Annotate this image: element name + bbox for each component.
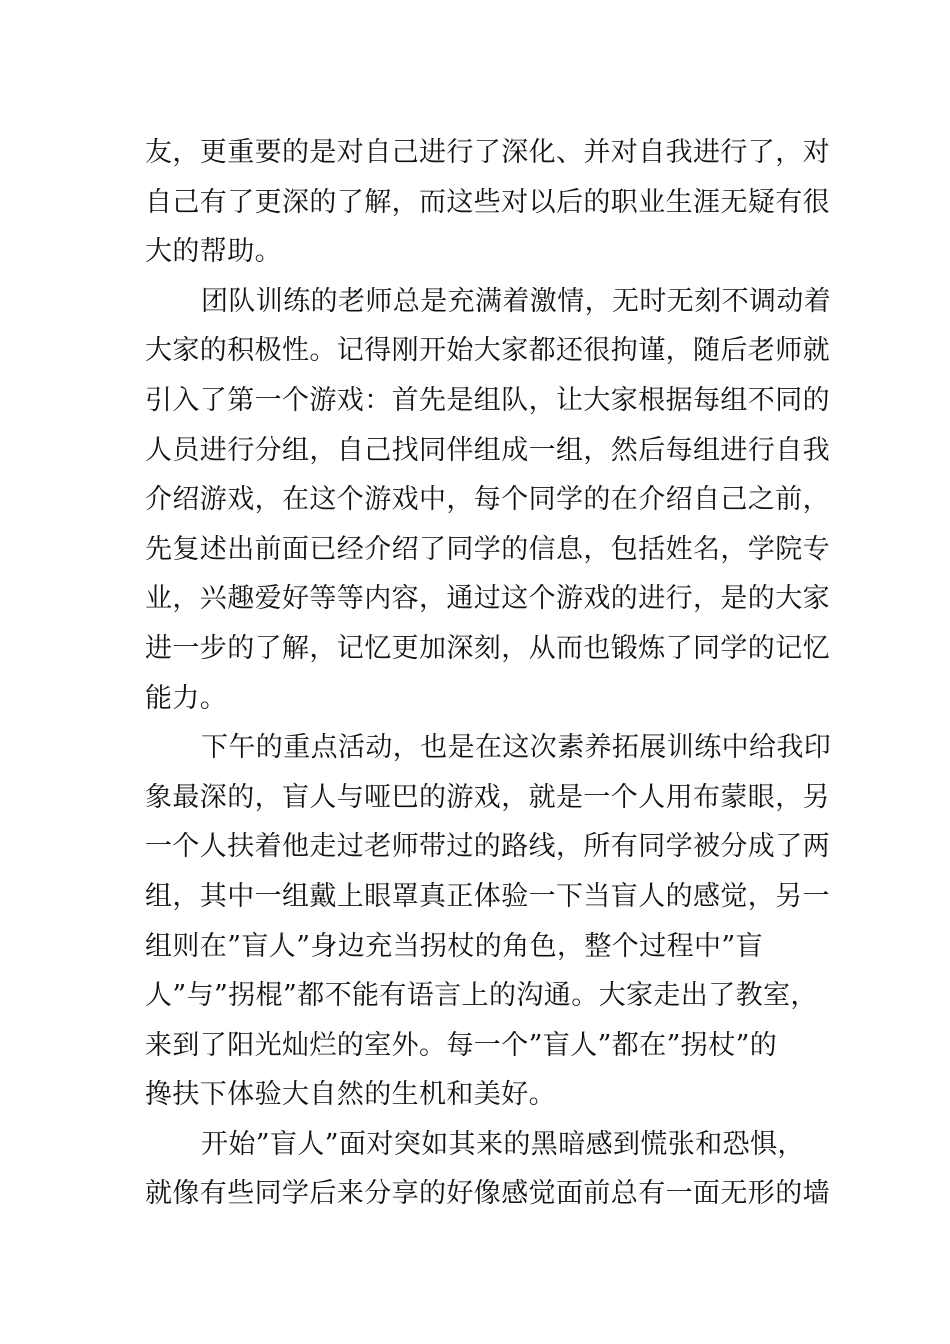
text-line: 人员进行分组，自己找同伴组成一组，然后每组进行自我 <box>145 434 830 466</box>
text-line: 大的帮助。 <box>145 236 282 268</box>
text-line: 介绍游戏，在这个游戏中，每个同学的在介绍自己之前， <box>145 484 830 516</box>
text-line: 组则在”盲人”身边充当拐杖的角色，整个过程中”盲 <box>145 930 764 962</box>
text-line: 业，兴趣爱好等等内容，通过这个游戏的进行，是的大家 <box>145 583 830 615</box>
text-line: 友，更重要的是对自己进行了深化、并对自我进行了，对 <box>145 137 830 168</box>
document-body <box>145 128 832 1219</box>
text-line: 大家的积极性。记得刚开始大家都还很拘谨，随后老师就 <box>145 335 830 367</box>
text-line: 一个人扶着他走过老师带过的路线，所有同学被分成了两 <box>145 831 830 863</box>
paragraph-first-line: 开始”盲人”面对突如其来的黑暗感到慌张和恐惧， <box>201 1128 805 1160</box>
paragraph-first-line: 团队训练的老师总是充满着激情，无时无刻不调动着 <box>201 285 832 317</box>
text-line: 象最深的，盲人与哑巴的游戏，就是一个人用布蒙眼，另 <box>145 781 830 813</box>
text-line: 搀扶下体验大自然的生机和美好。 <box>145 1079 556 1111</box>
text-line: 就像有些同学后来分享的好像感觉面前总有一面无形的墙 <box>145 1178 830 1210</box>
text-line: 引入了第一个游戏：首先是组队，让大家根据每组不同的 <box>145 384 830 416</box>
text-line: 进一步的了解，记忆更加深刻，从而也锻炼了同学的记忆 <box>145 632 830 664</box>
text-line: 人”与”拐棍”都不能有语言上的沟通。大家走出了教室， <box>145 980 818 1012</box>
text-line: 能力。 <box>145 682 228 714</box>
text-line: 自己有了更深的了解，而这些对以后的职业生涯无疑有很 <box>145 186 830 218</box>
text-line: 来到了阳光灿烂的室外。每一个”盲人”都在”拐杖”的 <box>145 1029 778 1061</box>
paragraph-first-line: 下午的重点活动，也是在这次素养拓展训练中给我印 <box>201 732 832 764</box>
text-line: 组，其中一组戴上眼罩真正体验一下当盲人的感觉，另一 <box>145 880 830 912</box>
text-line: 先复述出前面已经介绍了同学的信息，包括姓名，学院专 <box>145 533 830 565</box>
